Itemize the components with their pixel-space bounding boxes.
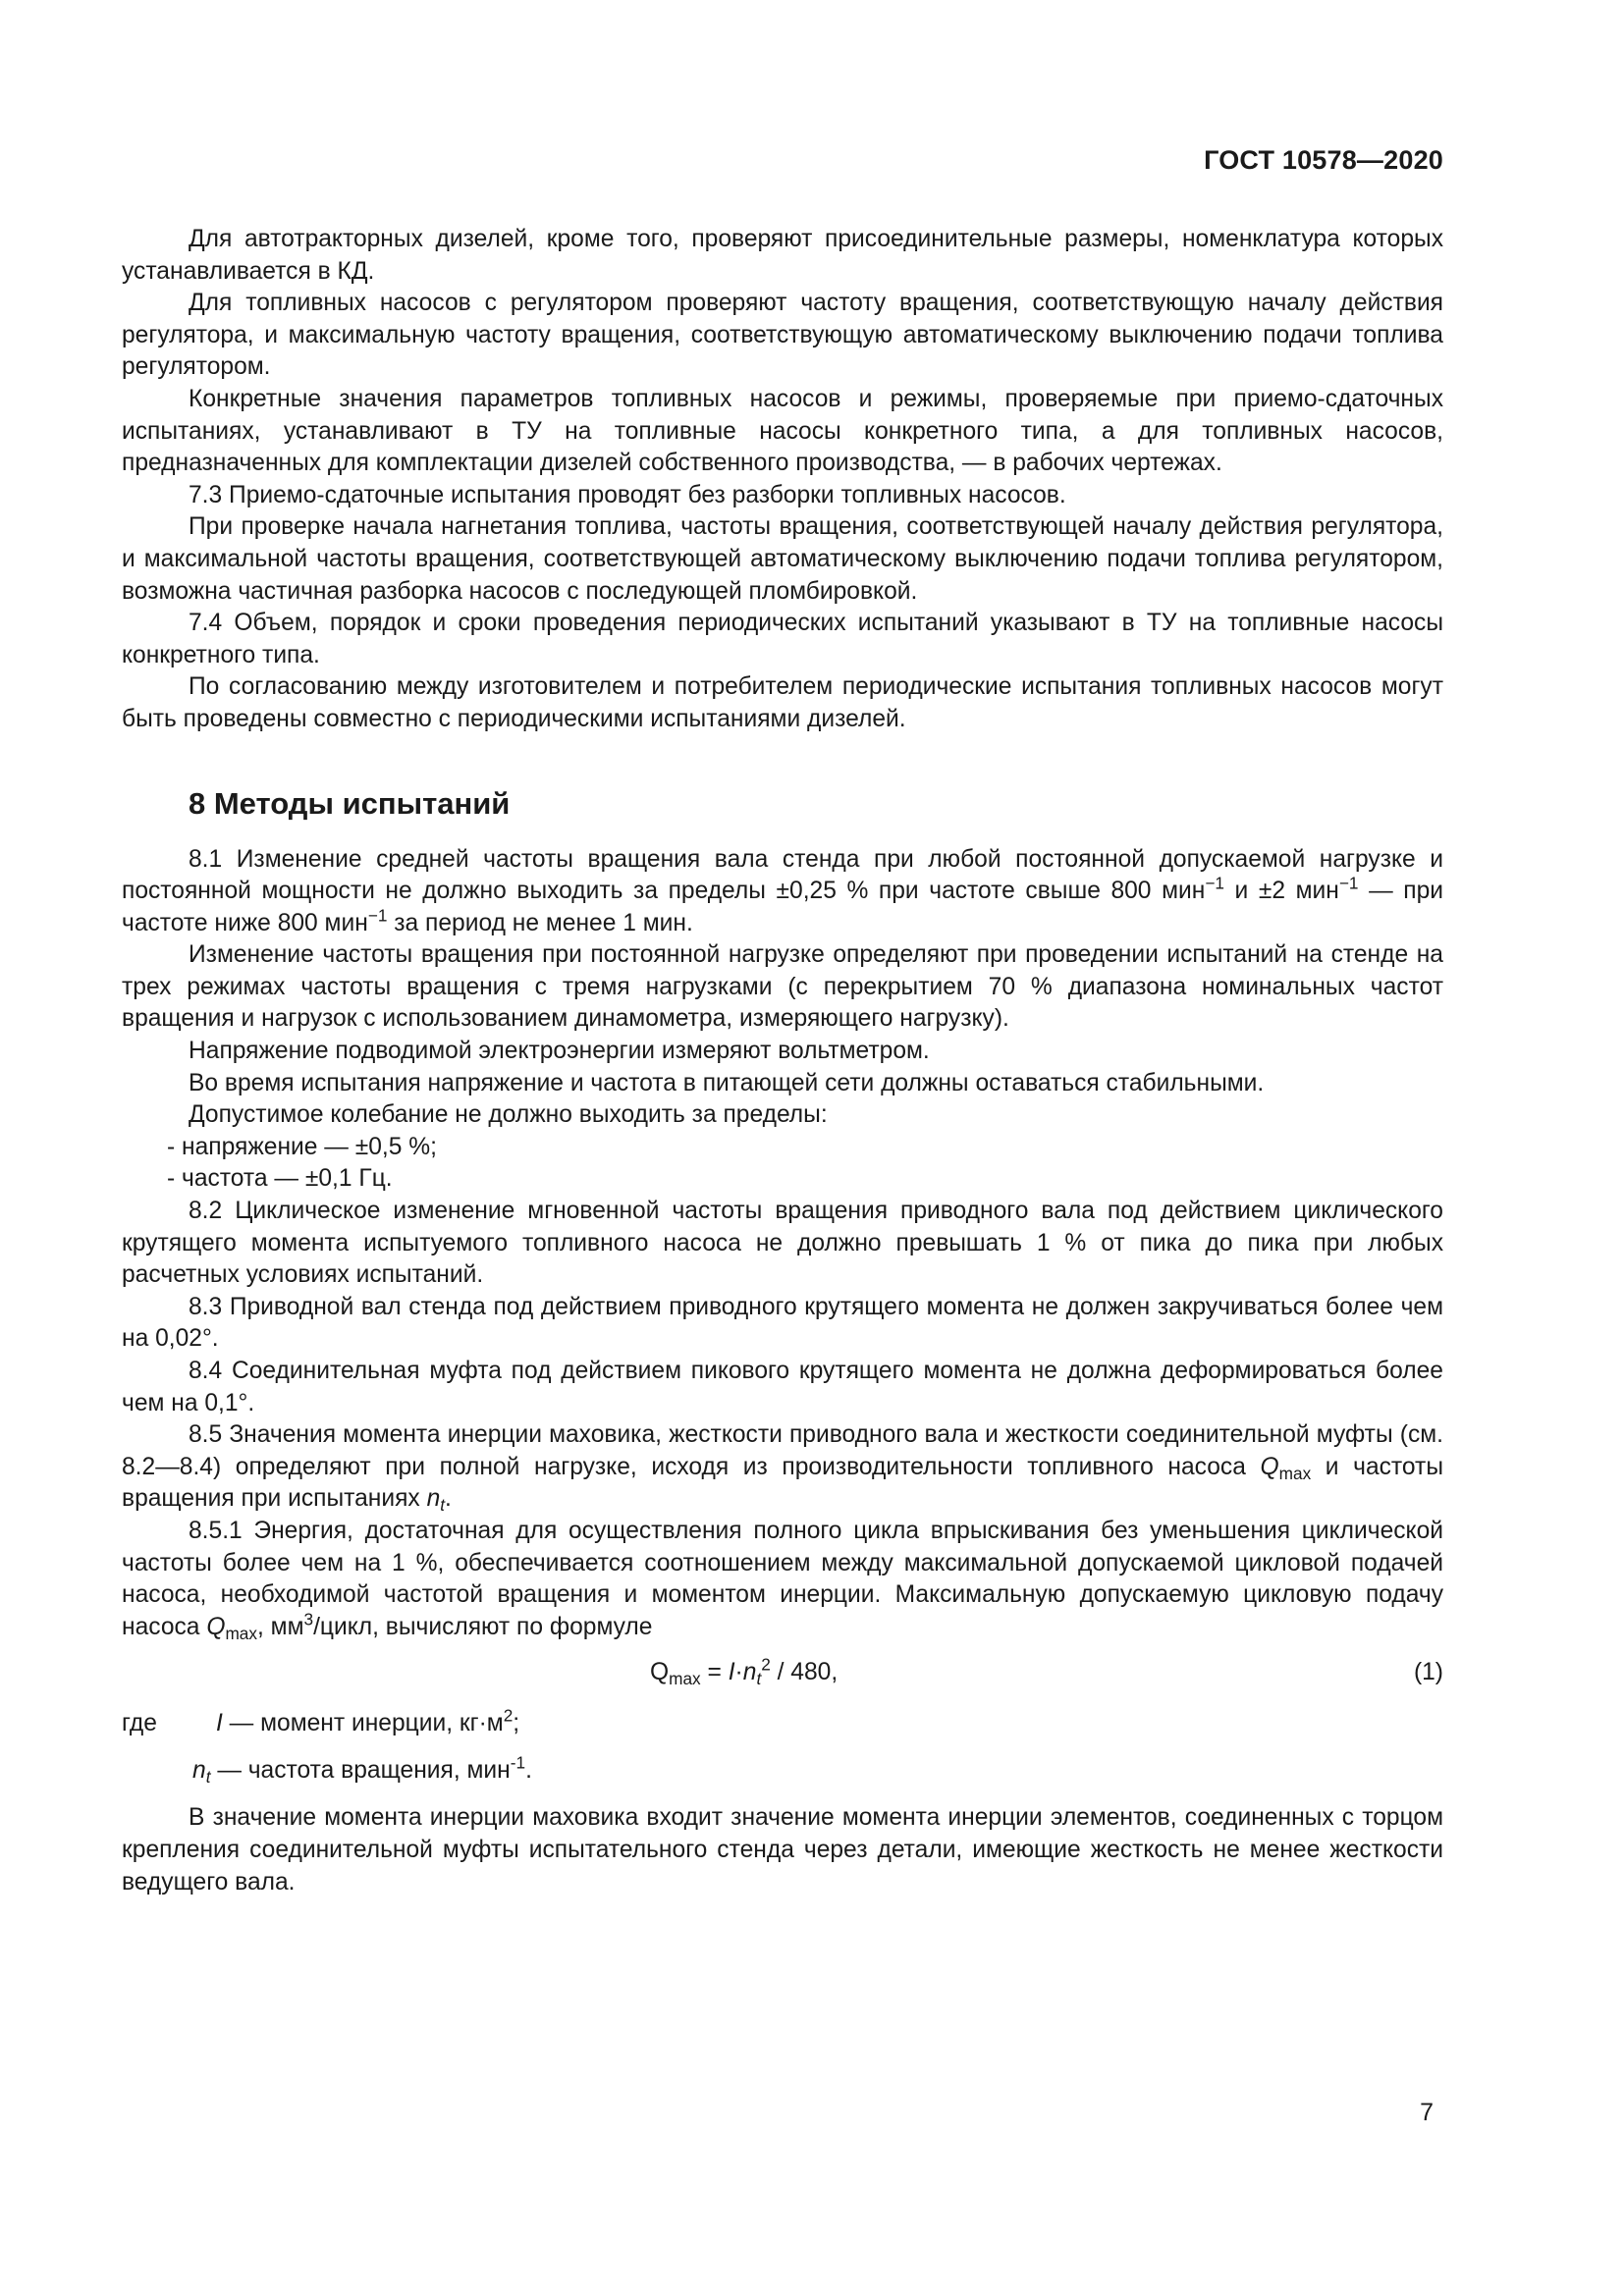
formula-expression: $Q_{max} = I\cdot n_t^2 / 480$,: [650, 1654, 839, 1689]
paragraph: При проверке начала нагнетания топлива, частоты вращения, соответствующей началу действия регулятора, и максимальной частоты вращения, соответствующей автоматическому выключению подачи топлива регулятором, возможна частичная разборка насосов с последующей пломбировкой.: [122, 513, 1443, 605]
paragraph-7-3: 7.3 Приемо-сдаточные испытания проводят без разборки топливных насосов.: [189, 481, 1066, 508]
paragraph: Для автотракторных дизелей, кроме того, проверяют присоединительные размеры, номенклатура которых устанавливается в КД.: [122, 226, 1443, 285]
formula-legend: [122, 1705, 1443, 1802]
paragraph: В значение момента инерции маховика входит значение момента инерции элементов, соединенных с торцом крепления соединительной муфты испытательного стенда через детали, имеющие жесткость не менее жесткости ведущего вала.: [122, 1804, 1443, 1896]
paragraph: Напряжение подводимой электроэнергии измеряют вольтметром.: [189, 1038, 930, 1065]
paragraph-8-5: 8.5 Значения момента инерции маховика, жесткости приводного вала и жесткости соединительной муфты (см. 8.2—8.4) определяют при полной нагрузке, исходя из производительности топливного насоса $Q_{max}$ и частоты вращения при испытаниях $n_t$.: [122, 1421, 1443, 1516]
paragraph: Допустимое колебание не должно выходить за пределы:: [189, 1101, 828, 1129]
section-heading: 8 Методы испытаний: [189, 785, 511, 821]
legend-label: где: [122, 1710, 157, 1737]
paragraph-8-1: 8.1 Изменение средней частоты вращения вала стенда при любой постоянной допускаемой нагрузке и постоянной мощности не должно выходить за пределы ±0,25 % при частоте свыше 800 мин$^{-1}$ и ±2 мин$^{-1}$ — при частоте ниже 800 мин$^{-1}$ за период не менее 1 мин.: [122, 845, 1443, 936]
paragraph: Для топливных насосов с регулятором проверяют частоту вращения, соответствующую началу действия регулятора, и максимальную частоту вращения, соответствующую автоматическому выключению подачи топлива регулятором.: [122, 290, 1443, 381]
legend-item-frequency: $n_t$ — частота вращения, мин$^{-1}$.: [192, 1752, 532, 1788]
formula-1: [122, 1649, 1443, 1696]
list-item: - частота — ±0,1 Гц.: [167, 1165, 393, 1193]
page-number: 7: [1420, 2099, 1434, 2126]
paragraph-8-3: 8.3 Приводной вал стенда под действием приводного крутящего момента не должен закручиваться более чем на 0,02°.: [122, 1293, 1443, 1353]
paragraph-8-4: 8.4 Соединительная муфта под действием пикового крутящего момента не должна деформироваться более чем на 0,1°.: [122, 1358, 1443, 1416]
paragraph: Изменение частоты вращения при постоянной нагрузке определяют при проведении испытаний на стенде на трех режимах частоты вращения с тремя нагрузками (с перекрытием 70 % диапазона номинальных частот вращения и нагрузок с использованием динамометра, измеряющего нагрузку).: [122, 941, 1443, 1033]
paragraph: Во время испытания напряжение и частота в питающей сети должны оставаться стабильными.: [189, 1069, 1265, 1096]
paragraph: По согласованию между изготовителем и потребителем периодические испытания топливных насосов могут быть проведены совместно с периодическими испытаниями дизелей.: [122, 673, 1443, 732]
document-id-header: ГОСТ 10578—2020: [1204, 145, 1443, 175]
paragraph-8-2: 8.2 Циклическое изменение мгновенной частоты вращения приводного вала под действием циклического крутящего момента испытуемого топливного насоса не должно превышать 1 % от пика до пика при любых расчетных условиях испытаний.: [122, 1198, 1443, 1289]
formula-number: (1): [1413, 1659, 1443, 1686]
legend-item-inertia: I — момент инерции, $кг\cdot м^2$;: [216, 1705, 520, 1737]
page-body: [122, 224, 1443, 1898]
paragraph-7-4: 7.4 Объем, порядок и сроки проведения периодических испытаний указывают в ТУ на топливные насосы конкретного типа.: [122, 610, 1443, 668]
paragraph-8-5-1: 8.5.1 Энергия, достаточная для осуществления полного цикла впрыскивания без уменьшения циклической частоты более чем на 1 %, обеспечивается соотношением между максимальной допускаемой цикловой подачей насоса, необходимой частотой вращения и моментом инерции. Максимальную допускаемую цикловую подачу насоса $Q_{max}$, $мм^3$/цикл, вычисляют по формуле: [122, 1517, 1443, 1643]
paragraph: Конкретные значения параметров топливных насосов и режимы, проверяемые при приемо-сдаточных испытаниях, устанавливают в ТУ на топливные насосы конкретного типа, а для топливных насосов, предназначенных для комплектации дизелей собственного производства, — в рабочих чертежах.: [122, 385, 1443, 477]
list-item: - напряжение — ±0,5 %;: [167, 1133, 437, 1160]
